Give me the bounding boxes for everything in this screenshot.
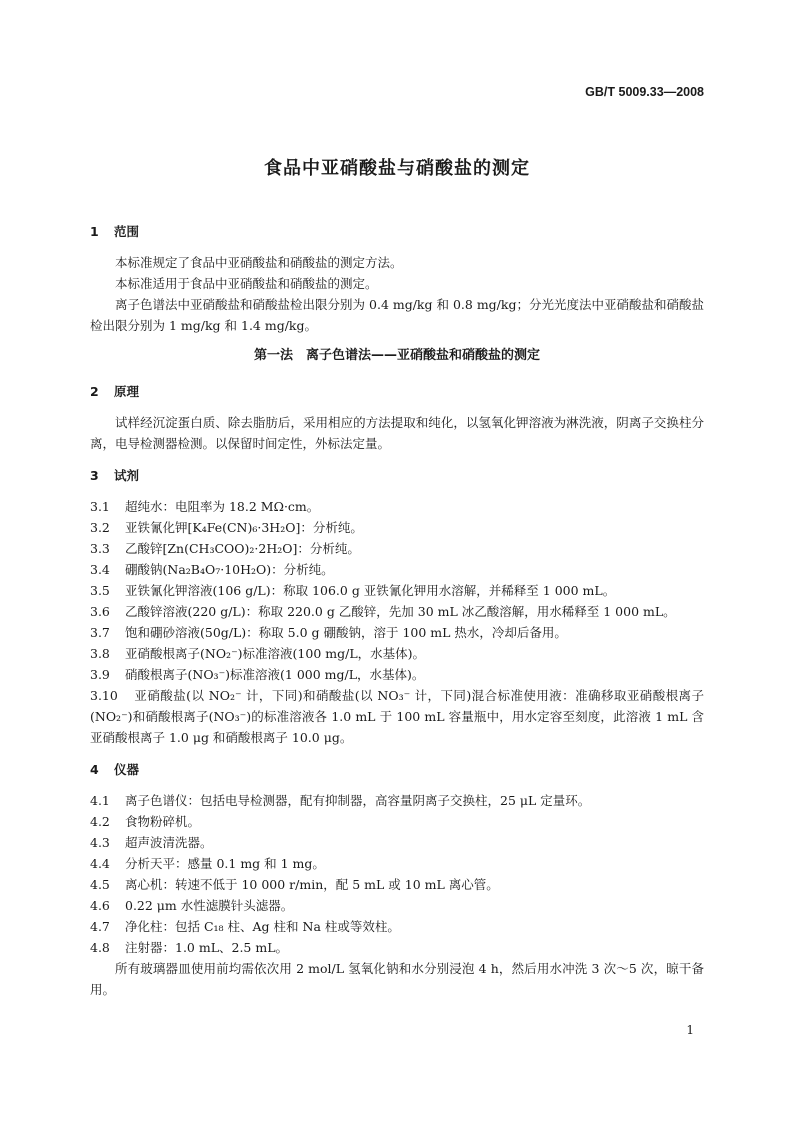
reagent-item: 3.7 饱和硼砂溶液(50g/L)：称取 5.0 g 硼酸钠，溶于 100 mL 热水，冷却后备用。	[90, 625, 567, 640]
instrument-item: 4.3 超声波清洗器。	[90, 835, 213, 850]
reagent-item: 3.8 亚硝酸根离子(NO₂⁻)标准溶液(100 mg/L，水基体)。	[90, 646, 426, 661]
standard-code: GB/T 5009.33—2008	[585, 85, 704, 99]
section-heading-principle: 2 原理	[90, 384, 140, 399]
reagent-item: 3.5 亚铁氰化钾溶液(106 g/L)：称取 106.0 g 亚铁氰化钾用水溶解，并稀释至 1 000 mL。	[90, 583, 616, 598]
principle-para: 试样经沉淀蛋白质、除去脂肪后，采用相应的方法提取和纯化，以氢氧化钾溶液为淋洗液，阴离子交换柱分离，电导检测器检测。以保留时间定性，外标法定量。	[90, 415, 704, 451]
scope-para-2: 本标准适用于食品中亚硝酸盐和硝酸盐的测定。	[115, 276, 378, 291]
section-heading-scope: 1 范围	[90, 224, 140, 239]
instrument-item: 4.6 0.22 μm 水性滤膜针头滤器。	[90, 898, 294, 913]
document-title: 食品中亚硝酸盐与硝酸盐的测定	[264, 158, 530, 179]
instrument-item: 4.4 分析天平：感量 0.1 mg 和 1 mg。	[90, 856, 325, 871]
page-number: 1	[686, 1023, 694, 1037]
instrument-item: 4.1 离子色谱仪：包括电导检测器，配有抑制器，高容量阴离子交换柱，25 μL 定量环。	[90, 793, 591, 808]
reagent-item: 3.2 亚铁氰化钾[K₄Fe(CN)₆·3H₂O]：分析纯。	[90, 520, 363, 535]
instrument-item: 4.8 注射器：1.0 mL、2.5 mL。	[90, 940, 289, 955]
document-body	[90, 222, 704, 1000]
reagent-item: 3.4 硼酸钠(Na₂B₄O₇·10H₂O)：分析纯。	[90, 562, 334, 577]
glassware-note: 所有玻璃器皿使用前均需依次用 2 mol/L 氢氧化钠和水分别浸泡 4 h，然后用水冲洗 3 次～5 次，晾干备用。	[90, 961, 704, 997]
reagent-item: 3.6 乙酸锌溶液(220 g/L)：称取 220.0 g 乙酸锌，先加 30 mL 冰乙酸溶解，用水稀释至 1 000 mL。	[90, 604, 676, 619]
reagent-item: 3.1 超纯水：电阻率为 18.2 MΩ·cm。	[90, 499, 320, 514]
section-heading-instruments: 4 仪器	[90, 762, 140, 777]
instrument-item: 4.2 食物粉碎机。	[90, 814, 201, 829]
method-one-heading: 第一法 离子色谱法——亚硝酸盐和硝酸盐的测定	[253, 348, 540, 363]
instrument-item: 4.7 净化柱：包括 C₁₈ 柱、Ag 柱和 Na 柱或等效柱。	[90, 919, 400, 934]
reagent-item: 3.3 乙酸锌[Zn(CH₃COO)₂·2H₂O]：分析纯。	[90, 541, 360, 556]
reagent-item: 3.9 硝酸根离子(NO₃⁻)标准溶液(1 000 mg/L，水基体)。	[90, 667, 425, 682]
scope-para-1: 本标准规定了食品中亚硝酸盐和硝酸盐的测定方法。	[115, 255, 403, 270]
scope-para-3: 离子色谱法中亚硝酸盐和硝酸盐检出限分别为 0.4 mg/kg 和 0.8 mg/kg；分光光度法中亚硝酸盐和硝酸盐检出限分别为 1 mg/kg 和 1.4 mg/kg。	[90, 297, 704, 333]
section-heading-reagents: 3 试剂	[90, 468, 140, 483]
instrument-item: 4.5 离心机：转速不低于 10 000 r/min，配 5 mL 或 10 mL 离心管。	[90, 877, 499, 892]
reagent-item: 3.10 亚硝酸盐(以 NO₂⁻ 计，下同)和硝酸盐(以 NO₃⁻ 计，下同)混合标准使用液：准确移取亚硝酸根离子(NO₂⁻)和硝酸根离子(NO₃⁻)的标准溶液各 1.0 mL 于 100 mL 容量瓶中，用水定容至刻度，此溶液 1 mL 含亚硝酸根离子 1.0 μg 和硝酸根离子 10.0 μg。	[90, 688, 704, 745]
